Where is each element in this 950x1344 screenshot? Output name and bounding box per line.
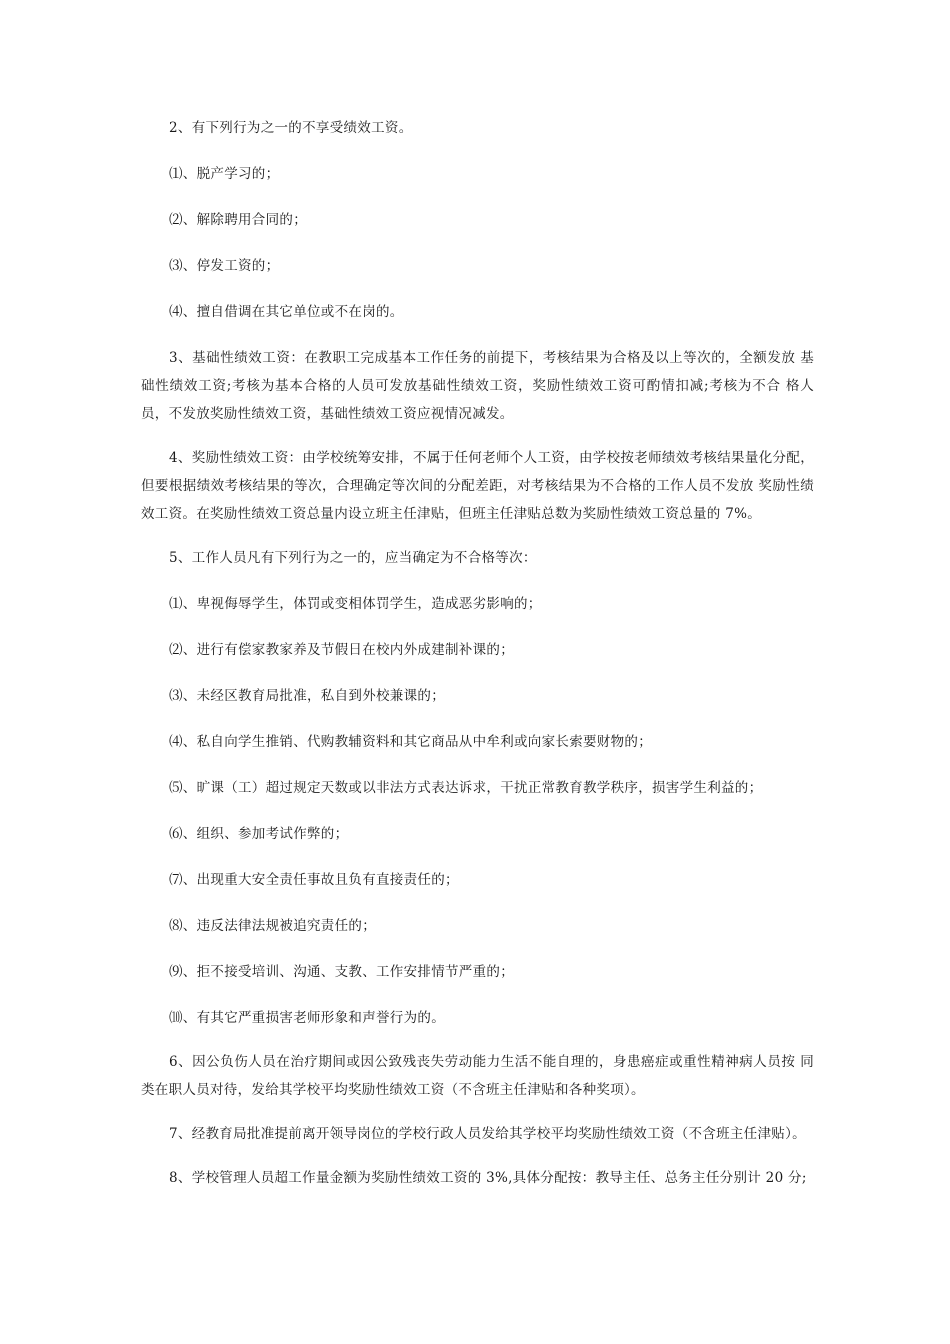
list-item: ⑽、有其它严重损害老师形象和声誉行为的。: [169, 1010, 445, 1026]
list-item: ⑶、未经区教育局批准，私自到外校兼课的；: [169, 688, 445, 704]
paragraph-clause-7: 7、经教育局批准提前离开领导岗位的学校行政人员发给其学校平均奖励性绩效工资（不含班主任津贴）。: [169, 1126, 806, 1142]
paragraph-clause-6: 6、因公负伤人员在治疗期间或因公致残丧失劳动能力生活不能自理的，身患癌症或重性精神病人员按 同类在职人员对待，发给其学校平均奖励性绩效工资（不含班主任津贴和各种奖项）。: [141, 1054, 814, 1098]
list-item: ⑺、出现重大安全责任事故且负有直接责任的；: [169, 872, 459, 888]
paragraph-clause-4: 4、奖励性绩效工资：由学校统筹安排，不属于任何老师个人工资，由学校按老师绩效考核结果量化分配，但要根据绩效考核结果的等次，合理确定等次间的分配差距，对考核结果为不合格的工作人员不发放 奖励性绩效工资。在奖励性绩效工资总量内设立班主任津贴，但班主任津贴总数为奖励性绩效工资总量的 7%。: [141, 450, 814, 522]
list-item: ⑷、私自向学生推销、代购教辅资料和其它商品从中牟利或向家长索要财物的；: [169, 734, 652, 750]
list-item: ⑷、擅自借调在其它单位或不在岗的。: [169, 304, 404, 320]
paragraph-clause-5: 5、工作人员凡有下列行为之一的，应当确定为不合格等次：: [169, 550, 537, 566]
list-item: ⑵、解除聘用合同的；: [169, 212, 307, 228]
list-item: ⑴、卑视侮辱学生，体罚或变相体罚学生，造成恶劣影响的；: [169, 596, 542, 612]
list-item: ⑹、组织、参加考试作弊的；: [169, 826, 349, 842]
paragraph-clause-8: 8、学校管理人员超工作量金额为奖励性绩效工资的 3%,具体分配按：教导主任、总务主任分别计 20 分;: [169, 1170, 807, 1186]
list-item: ⑴、脱产学习的；: [169, 166, 280, 182]
paragraph-clause-3: 3、基础性绩效工资：在教职工完成基本工作任务的前提下，考核结果为合格及以上等次的，全额发放 基础性绩效工资;考核为基本合格的人员可发放基础性绩效工资，奖励性绩效工资可酌情扣减;考核为不合 格人员，不发放奖励性绩效工资，基础性绩效工资应视情况减发。: [141, 350, 814, 422]
list-item: ⑶、停发工资的；: [169, 258, 280, 274]
list-item: ⑼、拒不接受培训、沟通、支教、工作安排情节严重的；: [169, 964, 514, 980]
list-item: ⑵、进行有偿家教家养及节假日在校内外成建制补课的；: [169, 642, 514, 658]
list-item: ⑻、违反法律法规被追究责任的；: [169, 918, 376, 934]
list-item: ⑸、旷课（工）超过规定天数或以非法方式表达诉求，干扰正常教育教学秩序，损害学生利益的；: [169, 780, 763, 796]
document-page: [141, 114, 814, 1192]
paragraph-clause-2: 2、有下列行为之一的不享受绩效工资。: [169, 120, 413, 136]
